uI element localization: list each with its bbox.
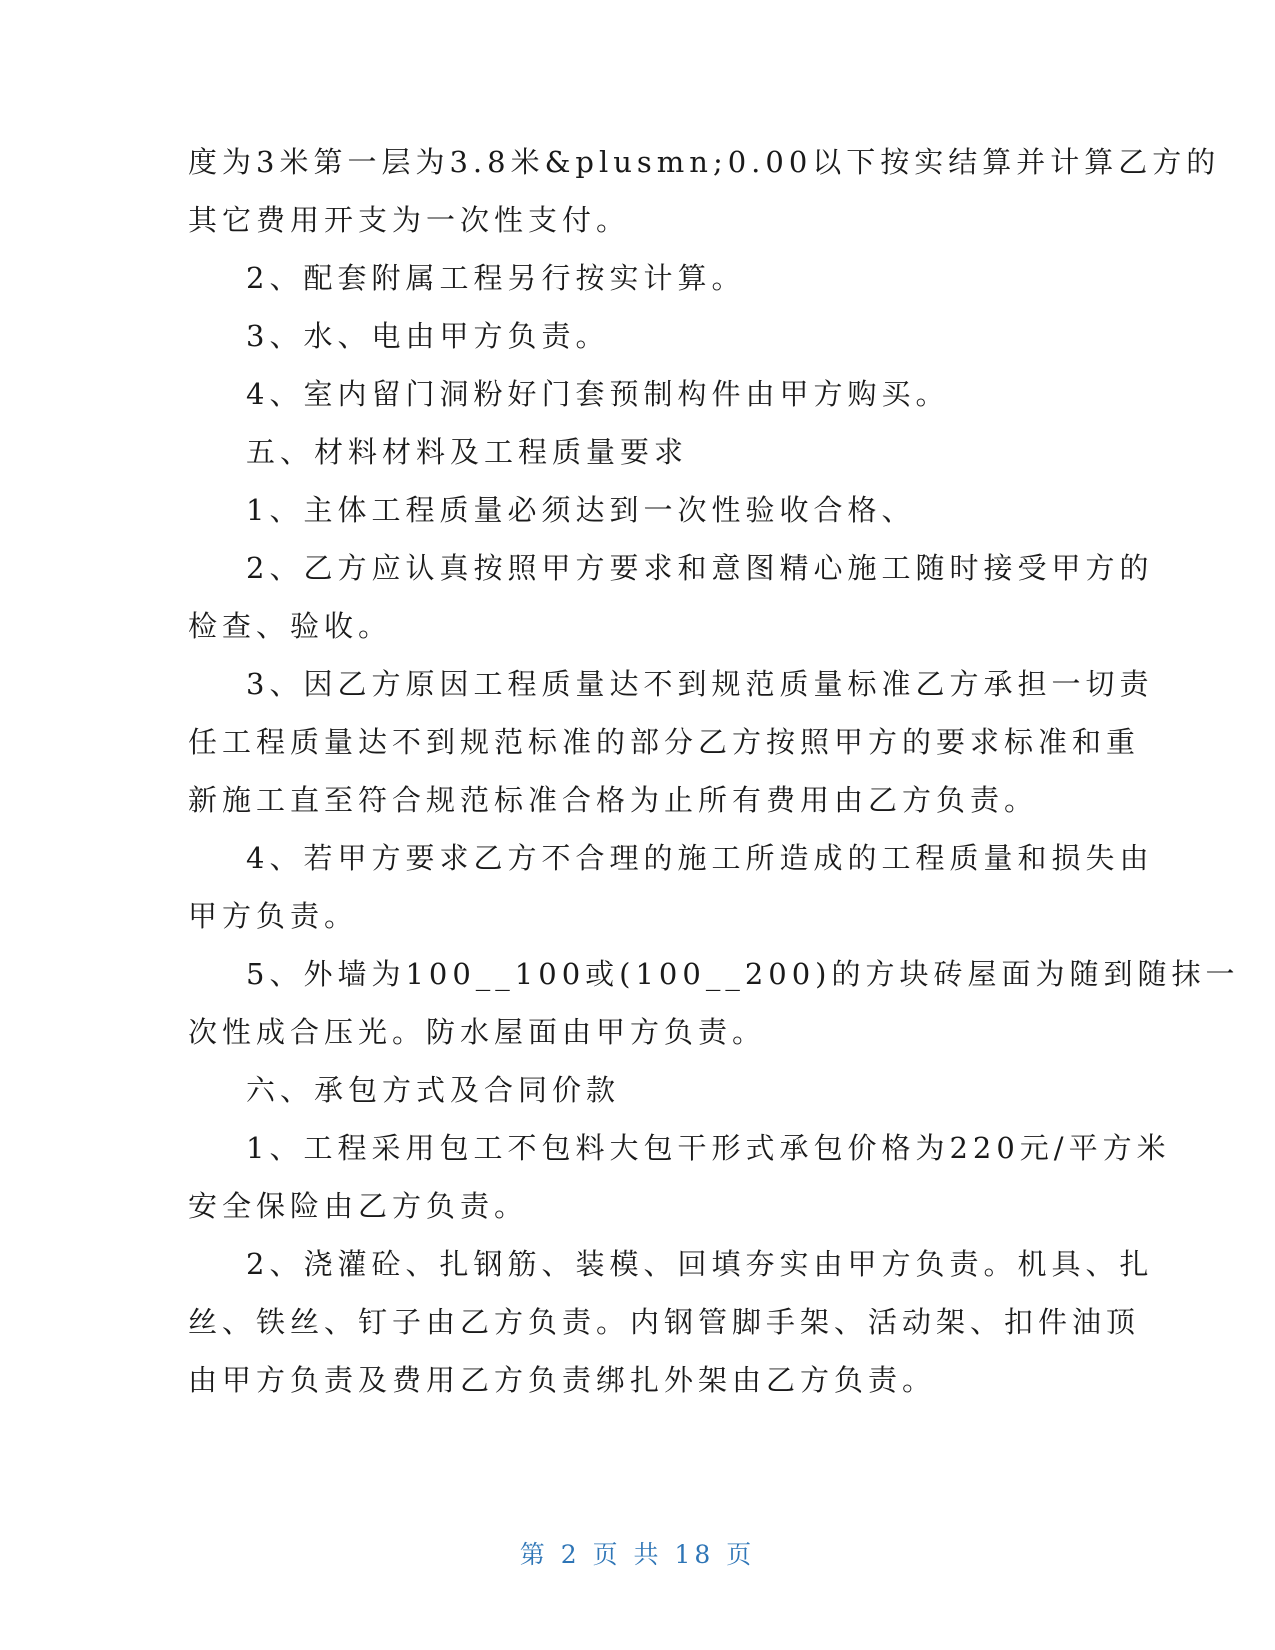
text-line: 检查、验收。 — [188, 609, 393, 643]
text-line: 1、工程采用包工不包料大包干形式承包价格为220元/平方米 — [246, 1131, 1171, 1165]
section-heading: 六、承包方式及合同价款 — [246, 1073, 621, 1107]
text-line: 丝、铁丝、钉子由乙方负责。内钢管脚手架、活动架、扣件油顶 — [188, 1305, 1141, 1339]
text-line: 安全保险由乙方负责。 — [188, 1189, 529, 1223]
text-line: 由甲方负责及费用乙方负责绑扎外架由乙方负责。 — [188, 1363, 937, 1397]
text-line: 5、外墙为100__100或(100__200)的方块砖屋面为随到随抹一 — [246, 957, 1240, 991]
text-line: 次性成合压光。防水屋面由甲方负责。 — [188, 1015, 767, 1049]
text-line: 2、乙方应认真按照甲方要求和意图精心施工随时接受甲方的 — [246, 551, 1154, 585]
text-line: 3、水、电由甲方负责。 — [246, 319, 610, 353]
text-line: 任工程质量达不到规范标准的部分乙方按照甲方的要求标准和重 — [188, 725, 1141, 759]
text-line: 3、因乙方原因工程质量达不到规范质量标准乙方承担一切责 — [246, 667, 1154, 701]
text-line: 2、浇灌砼、扎钢筋、装模、回填夯实由甲方负责。机具、扎 — [246, 1247, 1154, 1281]
section-heading: 五、材料材料及工程质量要求 — [246, 435, 689, 469]
text-line: 4、室内留门洞粉好门套预制构件由甲方购买。 — [246, 377, 950, 411]
text-line: 其它费用开支为一次性支付。 — [188, 203, 631, 237]
text-line: 新施工直至符合规范标准合格为止所有费用由乙方负责。 — [188, 783, 1039, 817]
text-line: 甲方负责。 — [188, 899, 359, 933]
text-line: 度为3米第一层为3.8米&plusmn;0.00以下按实结算并计算乙方的 — [188, 145, 1221, 179]
page-number-footer: 第 2 页 共 18 页 — [519, 1540, 756, 1569]
text-line: 4、若甲方要求乙方不合理的施工所造成的工程质量和损失由 — [246, 841, 1154, 875]
text-line: 1、主体工程质量必须达到一次性验收合格、 — [246, 493, 916, 527]
text-line: 2、配套附属工程另行按实计算。 — [246, 261, 746, 295]
